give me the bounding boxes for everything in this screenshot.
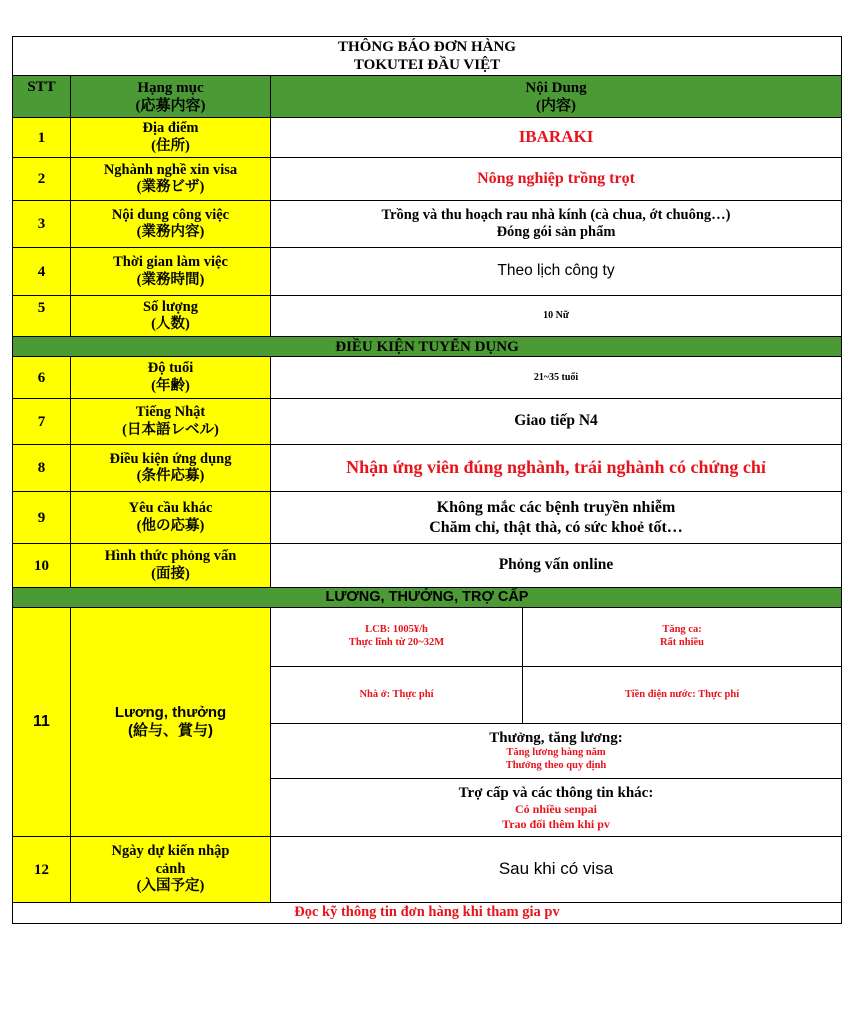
job-order-table <box>12 36 842 924</box>
table-row <box>13 837 842 903</box>
row-number: 12 <box>13 837 71 903</box>
salary-utilities: Tiền điện nước: Thực phí <box>523 667 842 724</box>
row-label-jp: (条件応募) <box>136 468 205 484</box>
row-label-jp: (人数) <box>151 316 190 332</box>
salary-lcb-line1: LCB: 1005¥/h <box>365 624 428 636</box>
table-row <box>13 248 842 296</box>
salary-lcb <box>271 608 523 667</box>
footer-note: Đọc kỹ thông tin đơn hàng khi tham gia pv <box>13 903 842 924</box>
row-label <box>71 608 271 837</box>
row-label <box>71 445 271 492</box>
row-label-jp: (面接) <box>151 565 190 582</box>
row-number: 3 <box>13 201 71 248</box>
table-row <box>13 357 842 399</box>
title-cell <box>13 37 842 76</box>
row-value <box>271 201 842 248</box>
table-row <box>13 445 842 492</box>
salary-lcb-line2: Thực lĩnh từ 20~32M <box>348 637 445 648</box>
salary-overtime <box>523 608 842 667</box>
title-line2: TOKUTEI ĐẦU VIỆT <box>353 57 501 73</box>
row-value: Nông nghiệp trồng trọt <box>271 158 842 201</box>
section-row-conditions <box>13 337 842 357</box>
salary-bonus-line1: Tăng lương hàng năm <box>506 747 606 759</box>
row-value <box>271 492 842 544</box>
row-label-jp: (業務時間) <box>136 271 205 288</box>
row-number: 11 <box>13 608 71 837</box>
title-row <box>13 37 842 76</box>
row-label <box>71 544 271 588</box>
row-label-line1: Ngày dự kiến nhập <box>111 843 230 860</box>
header-category-jp: (応募内容) <box>135 97 206 114</box>
row-label-jp: (年齢) <box>151 377 190 394</box>
row-number: 7 <box>13 399 71 445</box>
row-label-vi: Độ tuổi <box>147 360 194 377</box>
row-label-vi: Nội dung công việc <box>111 206 230 223</box>
row-label <box>71 158 271 201</box>
row-label-vi: Hình thức phỏng vấn <box>104 548 237 565</box>
header-row <box>13 76 842 118</box>
row-label <box>71 492 271 544</box>
row-number: 2 <box>13 158 71 201</box>
salary-housing: Nhà ở: Thực phí <box>271 667 523 724</box>
row-label <box>71 357 271 399</box>
row-number: 1 <box>13 118 71 158</box>
row-label-vi: Nghành nghề xin visa <box>103 161 238 178</box>
row-value: Nhận ứng viên đúng nghành, trái nghành có chứng chỉ <box>271 445 842 492</box>
row-number: 5 <box>13 296 71 337</box>
row-label-jp: (日本語レベル) <box>122 421 219 438</box>
row-label <box>71 837 271 903</box>
row-label <box>71 296 271 337</box>
row-label-jp: (他の応募) <box>136 517 205 534</box>
row-label-jp: (給与、賞与) <box>128 722 213 739</box>
row-label-jp: (業務内容) <box>136 224 205 240</box>
row-number: 4 <box>13 248 71 296</box>
salary-other-title: Trợ cấp và các thông tin khác: <box>458 785 654 802</box>
row-label-vi: Điều kiện ứng dụng <box>109 450 232 467</box>
row-value: 10 Nữ <box>271 296 842 337</box>
row-value: 21~35 tuổi <box>271 357 842 399</box>
row-label-vi: Lương, thưởng <box>114 704 227 721</box>
row-label-vi: Địa điểm <box>142 120 199 137</box>
salary-row-lcb <box>13 608 842 667</box>
table-row <box>13 118 842 158</box>
section-title-salary: LƯƠNG, THƯỞNG, TRỢ CẤP <box>13 588 842 608</box>
table-row <box>13 492 842 544</box>
row-value: Giao tiếp N4 <box>271 399 842 445</box>
header-stt: STT <box>13 76 71 118</box>
row-value-line2: Chăm chỉ, thật thà, có sức khoẻ tốt… <box>429 518 683 536</box>
header-content-jp: (内容) <box>536 97 576 114</box>
row-value: IBARAKI <box>271 118 842 158</box>
row-label-vi: Tiếng Nhật <box>135 404 206 421</box>
table-row <box>13 158 842 201</box>
table-row <box>13 201 842 248</box>
row-label-jp: (業務ビザ) <box>136 179 205 195</box>
header-category <box>71 76 271 118</box>
salary-other-line1: Có nhiều senpai <box>514 802 598 817</box>
table-row <box>13 544 842 588</box>
row-label-line2: cảnh <box>155 860 186 877</box>
section-title-conditions: ĐIỀU KIỆN TUYỂN DỤNG <box>13 337 842 357</box>
salary-bonus-line2: Thưởng theo quy định <box>505 760 607 771</box>
row-label-jp: (住所) <box>151 137 190 154</box>
row-label-vi: Yêu cầu khác <box>128 500 213 517</box>
salary-other <box>271 779 842 837</box>
row-label <box>71 399 271 445</box>
row-label-jp: (入国予定) <box>136 878 205 895</box>
row-number: 8 <box>13 445 71 492</box>
row-value-line1: Trồng và thu hoạch rau nhà kính (cà chua, ớt chuông…) <box>381 206 731 223</box>
section-row-salary <box>13 588 842 608</box>
row-value: Sau khi có visa <box>271 837 842 903</box>
title-line1: THÔNG BÁO ĐƠN HÀNG <box>338 39 516 55</box>
salary-other-line2: Trao đổi thêm khi pv <box>502 816 610 831</box>
row-label-vi: Thời gian làm việc <box>113 254 228 271</box>
table-row <box>13 296 842 337</box>
salary-bonus <box>271 724 842 779</box>
row-number: 10 <box>13 544 71 588</box>
row-label <box>71 248 271 296</box>
row-value-line1: Không mắc các bệnh truyền nhiễm <box>436 499 676 517</box>
header-content-label: Nội Dung <box>525 79 587 96</box>
table-row <box>13 399 842 445</box>
salary-overtime-line1: Tăng ca: <box>662 624 702 636</box>
footer-row <box>13 903 842 924</box>
row-value: Theo lịch công ty <box>271 248 842 296</box>
row-label-vi: Số lượng <box>142 298 198 315</box>
salary-overtime-line2: Rất nhiều <box>659 637 705 648</box>
row-value: Phỏng vấn online <box>271 544 842 588</box>
salary-bonus-title: Thưởng, tăng lương: <box>489 730 623 747</box>
header-category-label: Hạng mục <box>137 79 204 96</box>
row-label <box>71 201 271 248</box>
row-label <box>71 118 271 158</box>
row-number: 9 <box>13 492 71 544</box>
row-number: 6 <box>13 357 71 399</box>
header-content <box>271 76 842 118</box>
row-value-line2: Đóng gói sản phẩm <box>496 224 616 240</box>
